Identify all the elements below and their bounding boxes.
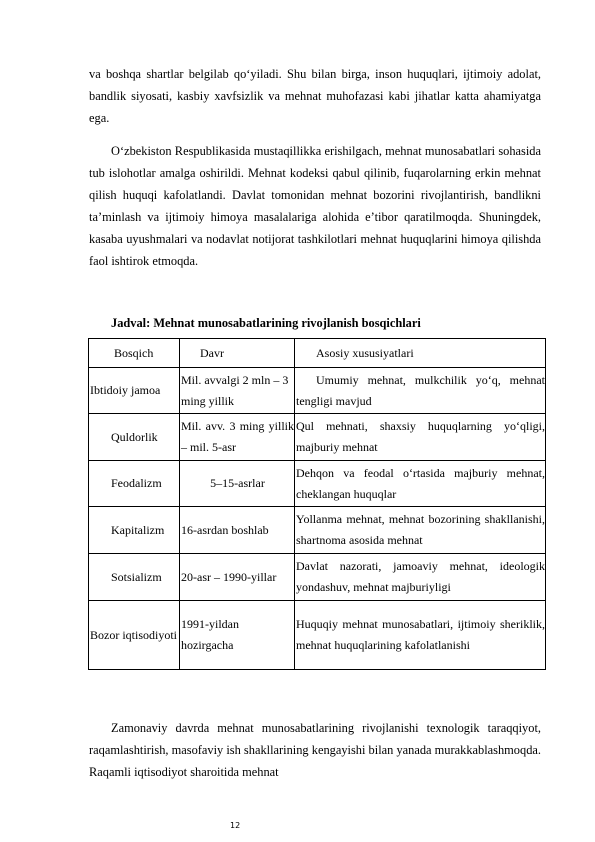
table-row <box>89 601 546 670</box>
cell-features: Huquqiy mehnat munosabatlari, ijtimoiy sheriklik, mehnat huquqlarining kafolatlanishi <box>295 601 546 670</box>
table-row <box>89 507 546 554</box>
cell-period: 1991-yildan hozirgacha <box>180 601 295 670</box>
cell-period: Mil. avv. 3 ming yillik – mil. 5-asr <box>180 414 295 461</box>
header-features: Asosiy xususiyatlari <box>295 339 546 368</box>
paragraph-uzbekistan: O‘zbekiston Respublikasida mustaqillikka erishilgach, mehnat munosabatlari sohasida tub islohotlar amalga oshirildi. Mehnat kodeksi qabul qilinib, fuqarolarning erkin mehnat qilish huquqi kafolatlandi. Davlat tomonidan mehnat bozorini rivojlantirish, bandlikni ta’minlash va ijtimoiy himoya masalalariga alohida e’tibor qaratilmoqda. Shuningdek, kasaba uyushmalari va nodavlat notijorat tashkilotlari mehnat huquqlarini himoya qilishda faol ishtirok etmoqda. <box>89 144 541 269</box>
page-number: 12 <box>230 821 241 830</box>
table-row <box>89 368 546 414</box>
cell-features: Qul mehnati, shaxsiy huquqlarning yo‘qligi, majburiy mehnat <box>295 414 546 461</box>
cell-features: Umumiy mehnat, mulkchilik yo‘q, mehnat tengligi mavjud <box>295 368 546 414</box>
cell-stage: Sotsializm <box>89 554 180 601</box>
stages-table <box>88 338 546 670</box>
cell-stage: Ibtidoiy jamoa <box>89 368 180 414</box>
cell-stage: Quldorlik <box>89 414 180 461</box>
table-row <box>89 461 546 507</box>
cell-period: 16-asrdan boshlab <box>180 507 295 554</box>
cell-period: 20-asr – 1990-yillar <box>180 554 295 601</box>
table-caption: Jadval: Mehnat munosabatlarining rivojlanish bosqichlari <box>111 316 421 330</box>
table-row <box>89 554 546 601</box>
cell-features: Dehqon va feodal o‘rtasida majburiy mehnat, cheklangan huquqlar <box>295 461 546 507</box>
paragraph-modern: Zamonaviy davrda mehnat munosabatlarining rivojlanishi texnologik taraqqiyot, raqamlashtirish, masofaviy ish shakllarining kengayishi bilan yanada murakkablashmoqda. Raqamli iqtisodiyot sharoitida mehnat <box>89 721 541 780</box>
cell-stage: Feodalizm <box>89 461 180 507</box>
table-header-row <box>89 339 546 368</box>
table-row <box>89 414 546 461</box>
cell-stage: Bozor iqtisodiyoti <box>89 601 180 670</box>
header-period: Davr <box>180 339 295 368</box>
paragraph-intro: va boshqa shartlar belgilab qo‘yiladi. Shu bilan birga, inson huquqlari, ijtimoiy adolat, bandlik siyosati, kasbiy xavfsizlik va mehnat muhofazasi kabi jihatlar katta ahamiyatga ega. <box>89 67 541 126</box>
cell-stage: Kapitalizm <box>89 507 180 554</box>
cell-features: Yollanma mehnat, mehnat bozorining shakllanishi, shartnoma asosida mehnat <box>295 507 546 554</box>
header-stage: Bosqich <box>89 339 180 368</box>
cell-period: 5–15-asrlar <box>180 461 295 507</box>
cell-period: Mil. avvalgi 2 mln – 3 ming yillik <box>180 368 295 414</box>
cell-features: Davlat nazorati, jamoaviy mehnat, ideologik yondashuv, mehnat majburiyligi <box>295 554 546 601</box>
